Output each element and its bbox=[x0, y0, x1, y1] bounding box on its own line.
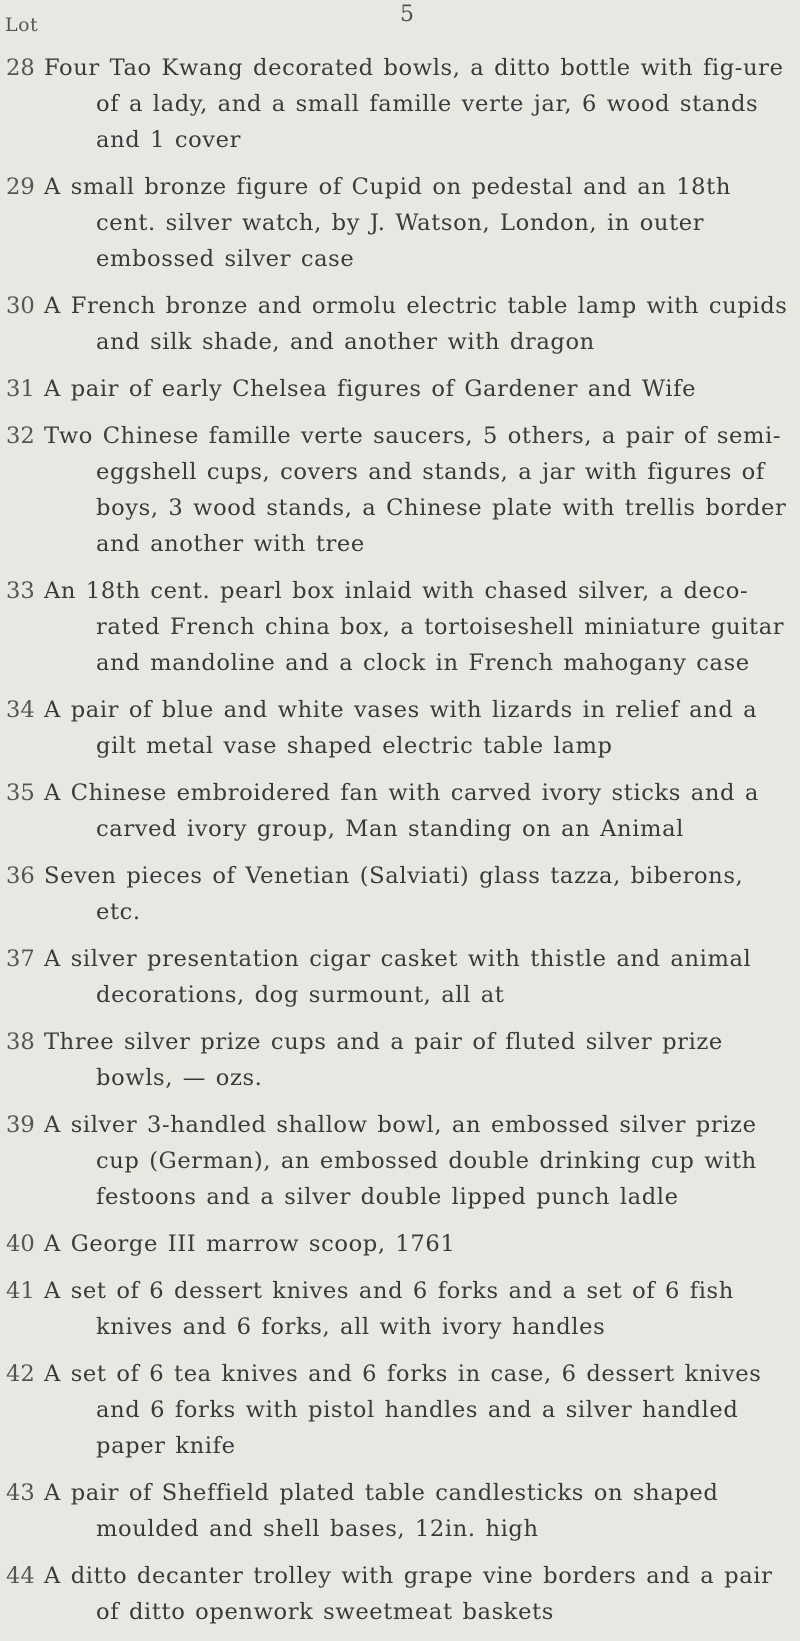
lot-entry bbox=[0, 1107, 800, 1215]
lot-number: 36 bbox=[6, 863, 35, 889]
lot-number: 38 bbox=[6, 1029, 35, 1055]
lot-number: 39 bbox=[6, 1112, 35, 1138]
lot-entry bbox=[0, 573, 800, 681]
lot-description: A silver presentation cigar casket with thistle and animal decorations, dog surmount, all at bbox=[44, 946, 752, 1008]
lot-entry bbox=[0, 418, 800, 562]
lot-entry bbox=[0, 1558, 800, 1630]
lot-entry bbox=[0, 858, 800, 930]
lot-entry bbox=[0, 1475, 800, 1547]
lot-entry bbox=[0, 1226, 800, 1262]
lot-number: 41 bbox=[6, 1278, 35, 1304]
lot-entry bbox=[0, 288, 800, 360]
lot-entry bbox=[0, 169, 800, 277]
lot-entry bbox=[0, 1024, 800, 1096]
lot-description: A set of 6 tea knives and 6 forks in case, 6 dessert knives and 6 forks with pistol handles and a silver handled paper knife bbox=[44, 1361, 762, 1459]
lot-description: A silver 3-handled shallow bowl, an embossed silver prize cup (German), an embossed double drinking cup with festoons and a silver double lipped punch ladle bbox=[44, 1112, 757, 1210]
lot-description: A George III marrow scoop, 1761 bbox=[44, 1231, 456, 1257]
lot-entry bbox=[0, 1356, 800, 1464]
lot-number: 40 bbox=[6, 1231, 35, 1257]
lot-number: 43 bbox=[6, 1480, 35, 1506]
lot-entry bbox=[0, 775, 800, 847]
lot-number: 42 bbox=[6, 1361, 35, 1387]
page-number: 5 bbox=[400, 2, 414, 27]
lot-description: An 18th cent. pearl box inlaid with chased silver, a deco-rated French china box, a tortoiseshell miniature guitar and mandoline and a clock in French mahogany case bbox=[44, 578, 785, 676]
lot-description: Four Tao Kwang decorated bowls, a ditto bottle with fig-ure of a lady, and a small famille verte jar, 6 wood stands and 1 cover bbox=[44, 55, 784, 153]
lot-entry bbox=[0, 371, 800, 407]
lot-description: A pair of Sheffield plated table candlesticks on shaped moulded and shell bases, 12in. high bbox=[44, 1480, 719, 1542]
lot-list bbox=[0, 50, 800, 1641]
lot-number: 37 bbox=[6, 946, 35, 972]
lot-description: A French bronze and ormolu electric table lamp with cupids and silk shade, and another with dragon bbox=[44, 293, 788, 355]
lot-number: 32 bbox=[6, 423, 35, 449]
lot-number: 34 bbox=[6, 697, 35, 723]
lot-description: A Chinese embroidered fan with carved ivory sticks and a carved ivory group, Man standing on an Animal bbox=[44, 780, 759, 842]
lot-number: 30 bbox=[6, 293, 35, 319]
lot-number: 33 bbox=[6, 578, 35, 604]
lot-description: A ditto decanter trolley with grape vine borders and a pair of ditto openwork sweetmeat baskets bbox=[44, 1563, 773, 1625]
lot-number: 29 bbox=[6, 174, 35, 200]
lot-description: A small bronze figure of Cupid on pedestal and an 18th cent. silver watch, by J. Watson, London, in outer embossed silver case bbox=[44, 174, 731, 272]
lot-description: Seven pieces of Venetian (Salviati) glass tazza, biberons, etc. bbox=[44, 863, 744, 925]
lot-entry bbox=[0, 692, 800, 764]
lot-number: 35 bbox=[6, 780, 35, 806]
lot-description: Two Chinese famille verte saucers, 5 others, a pair of semi-eggshell cups, covers and stands, a jar with figures of boys, 3 wood stands, a Chinese plate with trellis border and another with tree bbox=[44, 423, 787, 557]
lot-entry bbox=[0, 50, 800, 158]
lot-column-header: Lot bbox=[5, 14, 39, 36]
lot-entry bbox=[0, 1273, 800, 1345]
lot-number: 31 bbox=[6, 376, 35, 402]
lot-description: A set of 6 dessert knives and 6 forks and a set of 6 fish knives and 6 forks, all with ivory handles bbox=[44, 1278, 734, 1340]
lot-description: A pair of early Chelsea figures of Gardener and Wife bbox=[44, 376, 697, 402]
lot-number: 44 bbox=[6, 1563, 35, 1589]
lot-description: Three silver prize cups and a pair of fluted silver prize bowls, — ozs. bbox=[44, 1029, 723, 1091]
lot-number: 28 bbox=[6, 55, 35, 81]
lot-description: A pair of blue and white vases with lizards in relief and a gilt metal vase shaped electric table lamp bbox=[44, 697, 758, 759]
lot-entry bbox=[0, 941, 800, 1013]
